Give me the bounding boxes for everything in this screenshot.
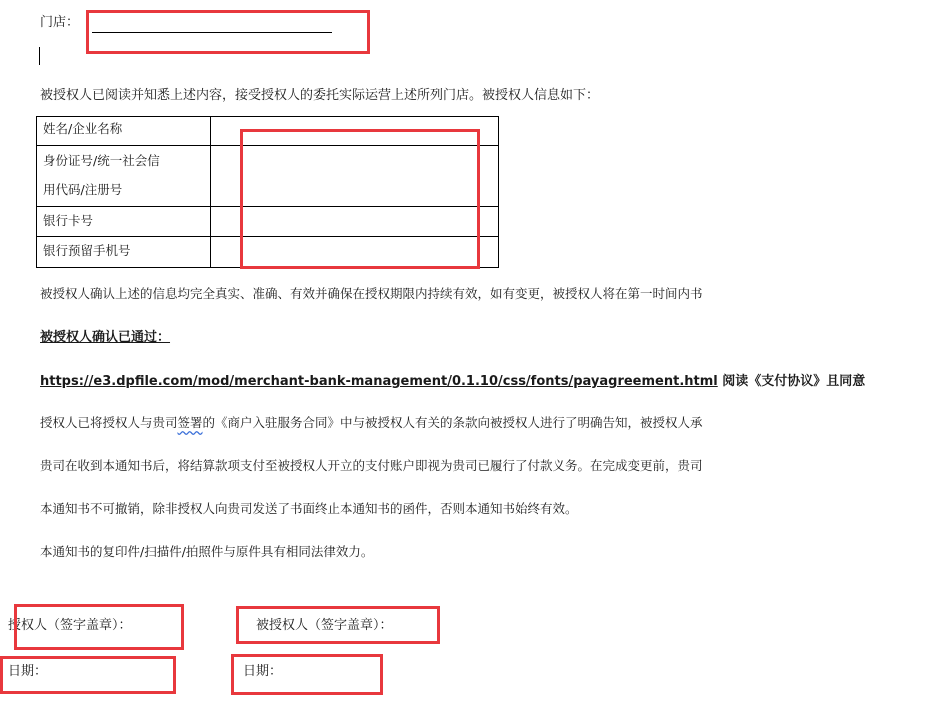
grantee-date-label: 日期：: [243, 664, 283, 679]
row-label-bank-phone: 银行预留手机号: [37, 237, 211, 268]
paragraph-1-squiggle: 签署: [177, 415, 203, 430]
agreement-line: [40, 374, 865, 390]
row-label-bank-card: 银行卡号: [37, 207, 211, 237]
row-label-name: 姓名/企业名称: [37, 117, 211, 146]
row-value-bank-phone[interactable]: [211, 237, 499, 268]
row-label-id-line1: 身份证号/统一社会信: [43, 153, 160, 168]
paragraph-2: 贵司在收到本通知书后，将结算款项支付至被授权人开立的支付账户即视为贵司已履行了付款义务。在完成变更前，贵司: [40, 458, 703, 473]
grantor-signature-label: 授权人（签字盖章）：: [8, 618, 132, 633]
grantee-info-table: [36, 116, 499, 268]
row-value-id-number[interactable]: [211, 146, 499, 207]
agreement-link[interactable]: https://e3.dpfile.com/mod/merchant-bank-management/0.1.10/css/fonts/payagreement.html: [40, 374, 718, 389]
paragraph-1: [40, 415, 703, 431]
confirmed-heading: 被授权人确认已通过：: [40, 330, 171, 345]
agreement-suffix: 阅读《支付协议》且同意: [722, 374, 866, 389]
table-row: [37, 146, 499, 207]
grantee-signature-label: 被授权人（签字盖章）：: [256, 618, 393, 633]
row-value-bank-card[interactable]: [211, 207, 499, 237]
paragraph-4: 本通知书的复印件/扫描件/拍照件与原件具有相同法律效力。: [40, 544, 374, 559]
intro-paragraph: 被授权人已阅读并知悉上述内容，接受授权人的委托实际运营上述所列门店。被授权人信息如下：: [40, 88, 600, 103]
store-label: 门店：: [40, 15, 80, 30]
grantor-date-label: 日期：: [8, 664, 48, 679]
paragraph-3: 本通知书不可撤销，除非授权人向贵司发送了书面终止本通知书的函件，否则本通知书始终有效。: [40, 501, 578, 516]
table-row: [37, 237, 499, 268]
text-cursor: [39, 47, 40, 65]
table-row: [37, 117, 499, 146]
paragraph-1-after: 的《商户入驻服务合同》中与被授权人有关的条款向被授权人进行了明确告知，被授权人承: [202, 415, 703, 430]
table-row: [37, 207, 499, 237]
row-label-id-line2: 用代码/注册号: [43, 182, 123, 197]
row-value-name[interactable]: [211, 117, 499, 146]
paragraph-1-before: 授权人已将授权人与贵司: [40, 415, 178, 430]
row-label-id-number: [37, 146, 211, 207]
confirm-paragraph: 被授权人确认上述的信息均完全真实、准确、有效并确保在授权期限内持续有效，如有变更，被授权人将在第一时间内书: [40, 286, 703, 301]
store-input-line[interactable]: [92, 32, 332, 33]
